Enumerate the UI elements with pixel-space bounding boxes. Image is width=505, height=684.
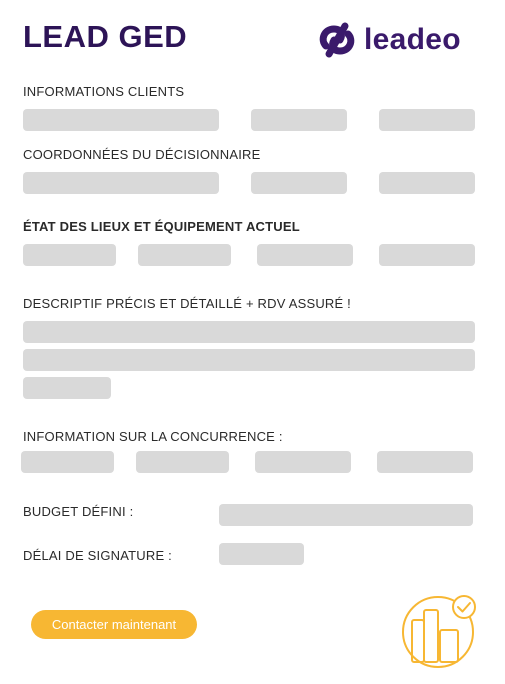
placeholder-field xyxy=(377,451,473,473)
placeholder-field xyxy=(255,451,351,473)
leadeo-link-logo-icon xyxy=(316,20,358,60)
section-label-descriptif: DESCRIPTIF PRÉCIS ET DÉTAILLÉ + RDV ASSURÉ ! xyxy=(23,296,351,311)
brand-logo xyxy=(316,20,461,60)
placeholder-field xyxy=(136,451,229,473)
placeholder-field xyxy=(379,244,475,266)
chart-check-icon xyxy=(398,588,480,668)
section-label-budget: BUDGET DÉFINI : xyxy=(23,504,134,519)
placeholder-field xyxy=(23,109,219,131)
contact-now-button[interactable]: Contacter maintenant xyxy=(31,610,197,639)
placeholder-text-line xyxy=(23,377,111,399)
placeholder-field xyxy=(257,244,353,266)
placeholder-field-budget xyxy=(219,504,473,526)
placeholder-field xyxy=(23,244,116,266)
placeholder-field xyxy=(379,109,475,131)
placeholder-field xyxy=(251,172,347,194)
section-label-delai: DÉLAI DE SIGNATURE : xyxy=(23,548,172,563)
placeholder-text-line xyxy=(23,349,475,371)
placeholder-field xyxy=(251,109,347,131)
placeholder-field xyxy=(138,244,231,266)
section-label-coordonnees: COORDONNÉES DU DÉCISIONNAIRE xyxy=(23,147,261,162)
section-label-concurrence: INFORMATION SUR LA CONCURRENCE : xyxy=(23,429,283,444)
page-title: LEAD GED xyxy=(23,19,188,54)
placeholder-field xyxy=(379,172,475,194)
section-label-informations-clients: INFORMATIONS CLIENTS xyxy=(23,84,185,99)
placeholder-field xyxy=(21,451,114,473)
placeholder-field-delai xyxy=(219,543,304,565)
section-label-etat-des-lieux: ÉTAT DES LIEUX ET ÉQUIPEMENT ACTUEL xyxy=(23,219,300,234)
brand-logo-text: leadeo xyxy=(364,23,461,56)
placeholder-text-line xyxy=(23,321,475,343)
placeholder-field xyxy=(23,172,219,194)
